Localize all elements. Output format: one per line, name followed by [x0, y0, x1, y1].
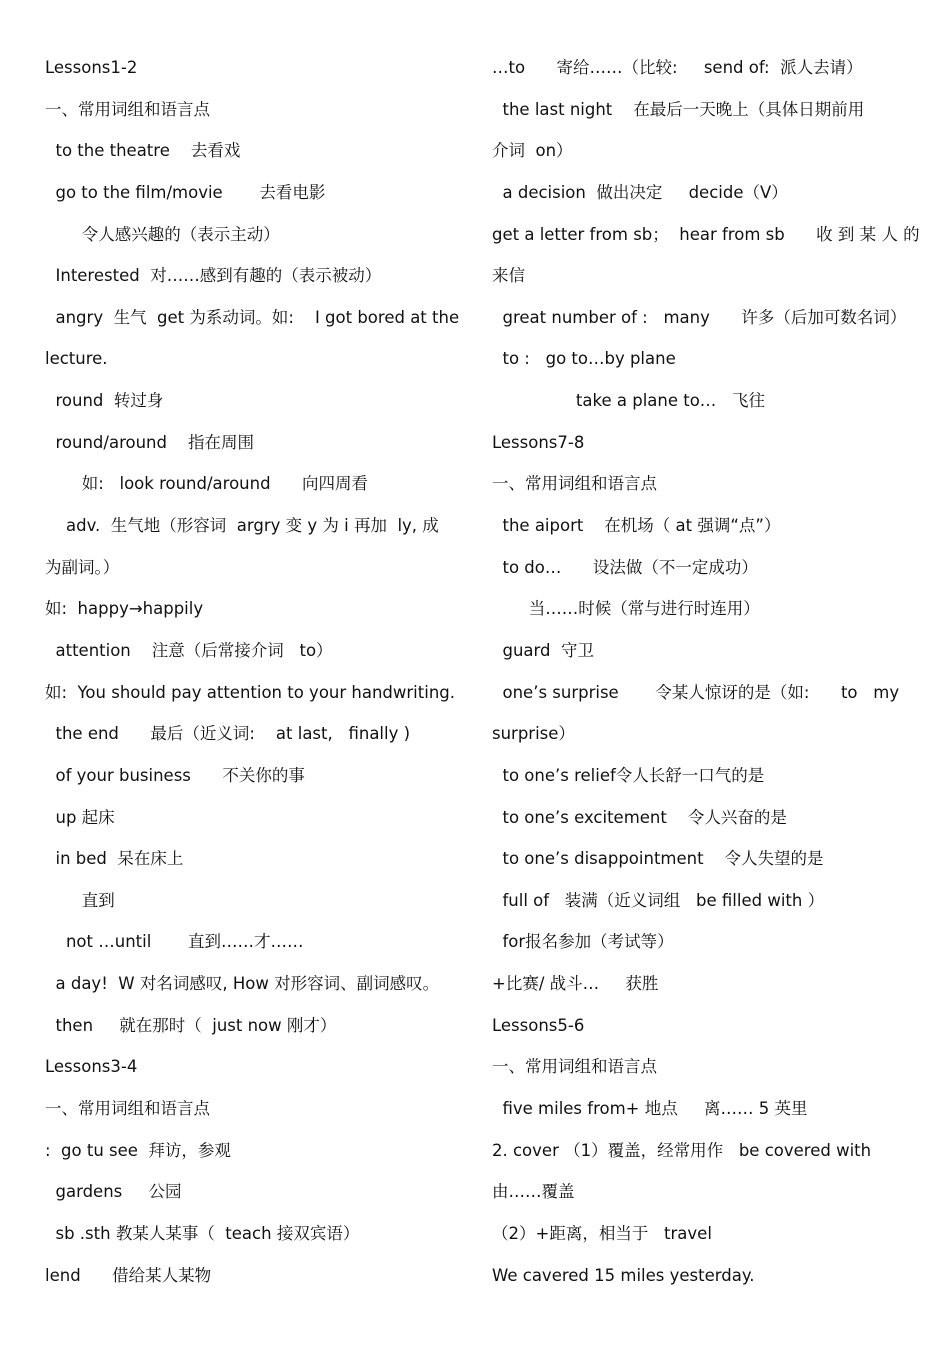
text-line: Lessons3-4 — [45, 1057, 138, 1077]
text-line: a decision 做出决定 decide（V） — [492, 182, 788, 202]
text-line: a day! W 对名词感叹, How 对形容词、副词感叹。 — [45, 974, 440, 994]
text-line: 介词 on） — [492, 141, 573, 161]
text-line: then 就在那时（ just now 刚才） — [45, 1015, 337, 1035]
text-line: one’s surprise 令某人惊讶的是（如: to my — [492, 682, 900, 702]
text-line: the last night 在最后一天晚上（具体日期前用 — [492, 99, 865, 119]
text-line: five miles from+ 地点 离…… 5 英里 — [492, 1099, 808, 1119]
text-line: adv. 生气地（形容词 argry 变 y 为 i 再加 ly, 成 — [45, 516, 439, 536]
text-line: 一、常用词组和语言点 — [45, 1099, 210, 1119]
text-line: to the theatre 去看戏 — [45, 141, 241, 161]
text-line: 一、常用词组和语言点 — [492, 474, 657, 494]
right-column — [492, 47, 920, 1296]
text-line: round/around 指在周围 — [45, 432, 254, 452]
text-line: the aiport 在机场（ at 强调“点”） — [492, 516, 781, 536]
text-line: Lessons7-8 — [492, 432, 585, 452]
text-line: surprise） — [492, 724, 575, 744]
text-line: 直到 — [45, 890, 115, 910]
text-line: to : go to…by plane — [492, 349, 676, 369]
text-line: Lessons5-6 — [492, 1015, 585, 1035]
text-line: in bed 呆在床上 — [45, 849, 184, 869]
left-column — [45, 47, 465, 1296]
text-line: 为副词。） — [45, 557, 120, 577]
text-line: 由……覆盖 — [492, 1182, 575, 1202]
text-line: to one’s relief令人长舒一口气的是 — [492, 765, 765, 785]
text-line: …to 寄给……（比较: send of: 派人去请） — [492, 58, 863, 77]
text-line: get a letter from sb； hear from sb 收 到 某 人 的 — [492, 224, 920, 244]
text-line: 一、常用词组和语言点 — [45, 99, 210, 119]
text-line: （2）+距离，相当于 travel — [492, 1223, 712, 1243]
text-line: go to the film/movie 去看电影 — [45, 182, 326, 202]
text-line: take a plane to… 飞往 — [492, 391, 766, 411]
text-line: 来信 — [492, 266, 525, 286]
text-line: guard 守卫 — [492, 640, 594, 660]
text-line: +比赛/ 战斗… 获胜 — [492, 974, 659, 994]
text-line: 如: happy→happily — [45, 599, 204, 619]
text-line: 如: You should pay attention to your handwriting. — [45, 682, 455, 702]
text-line: 2. cover （1）覆盖，经常用作 be covered with — [492, 1140, 872, 1160]
text-line: the end 最后（近义词: at last, finally ) — [45, 724, 411, 744]
text-line: 当……时候（常与进行时连用） — [492, 599, 760, 619]
text-line: of your business 不关你的事 — [45, 765, 305, 785]
text-line: full of 装满（近义词组 be filled with ） — [492, 890, 825, 910]
text-line: to do… 设法做（不一定成功） — [492, 557, 758, 577]
text-line: sb .sth 教某人某事（ teach 接双宾语） — [45, 1223, 360, 1243]
text-line: : go tu see 拜访，参观 — [45, 1140, 231, 1160]
text-line: Interested 对……感到有趣的（表示被动） — [45, 266, 382, 286]
text-line: attention 注意（后常接介词 to） — [45, 640, 333, 660]
text-line: We cavered 15 miles yesterday. — [492, 1265, 755, 1285]
text-line: to one’s disappointment 令人失望的是 — [492, 849, 824, 869]
text-line: for报名参加（考试等） — [492, 932, 674, 952]
text-line: gardens 公园 — [45, 1182, 182, 1202]
text-line: 令人感兴趣的（表示主动） — [45, 224, 280, 244]
text-line: up 起床 — [45, 807, 115, 827]
text-line: not …until 直到……才…… — [45, 932, 304, 952]
text-line: angry 生气 get 为系动词。如: I got bored at the — [45, 307, 460, 327]
text-line: great number of : many 许多（后加可数名词） — [492, 307, 907, 327]
text-line: to one’s excitement 令人兴奋的是 — [492, 807, 787, 827]
text-line: Lessons1-2 — [45, 58, 138, 77]
text-line: lend 借给某人某物 — [45, 1265, 212, 1285]
text-line: lecture. — [45, 349, 108, 369]
text-line: 一、常用词组和语言点 — [492, 1057, 657, 1077]
text-line: 如: look round/around 向四周看 — [45, 474, 369, 494]
text-line: round 转过身 — [45, 391, 164, 411]
